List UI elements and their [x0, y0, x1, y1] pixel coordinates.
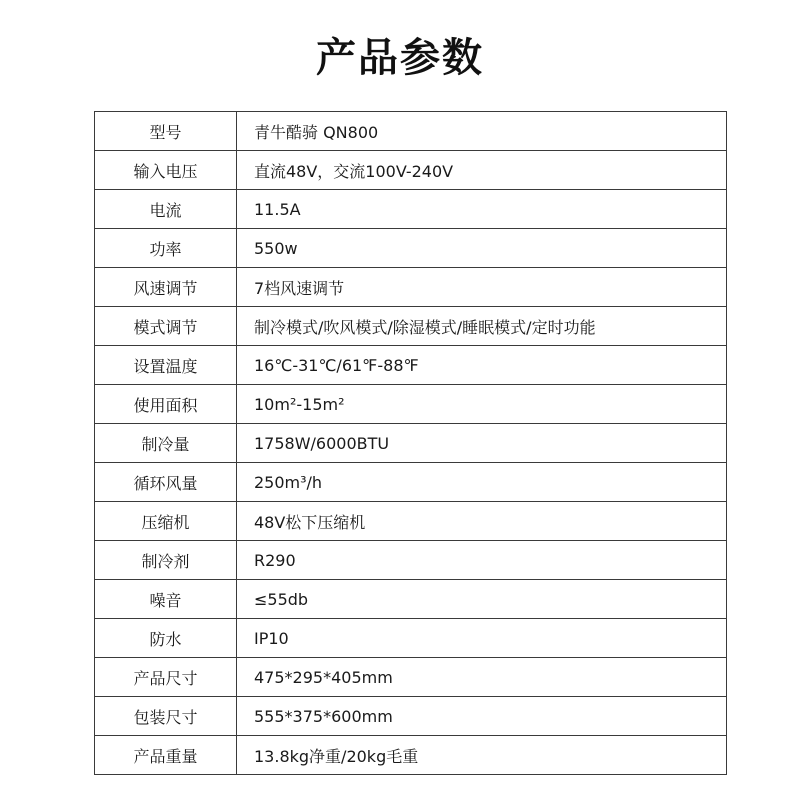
table-row: [95, 346, 727, 385]
spec-label: 设置温度: [95, 346, 237, 385]
table-row: [95, 229, 727, 268]
spec-label: 防水: [95, 619, 237, 658]
spec-value: 475*295*405mm: [237, 658, 727, 697]
spec-value: 555*375*600mm: [237, 697, 727, 736]
spec-label: 制冷量: [95, 424, 237, 463]
table-row: [95, 385, 727, 424]
spec-value: 250m³/h: [237, 463, 727, 502]
spec-label: 包装尺寸: [95, 697, 237, 736]
spec-value: R290: [237, 541, 727, 580]
spec-label: 电流: [95, 190, 237, 229]
page-title: 产品参数: [316, 35, 484, 81]
spec-label: 循环风量: [95, 463, 237, 502]
table-row: [95, 268, 727, 307]
spec-value: 13.8kg净重/20kg毛重: [237, 736, 727, 775]
table-row: [95, 151, 727, 190]
table-row: [95, 580, 727, 619]
spec-value: 48V松下压缩机: [237, 502, 727, 541]
spec-label: 制冷剂: [95, 541, 237, 580]
spec-value: 16℃-31℃/61℉-88℉: [237, 346, 727, 385]
table-row: [95, 424, 727, 463]
table-row: [95, 541, 727, 580]
spec-value: IP10: [237, 619, 727, 658]
spec-value: 11.5A: [237, 190, 727, 229]
spec-value: 10m²-15m²: [237, 385, 727, 424]
table-row: [95, 697, 727, 736]
spec-table: [94, 111, 727, 775]
spec-label: 型号: [95, 112, 237, 151]
spec-value: 1758W/6000BTU: [237, 424, 727, 463]
spec-label: 输入电压: [95, 151, 237, 190]
spec-label: 压缩机: [95, 502, 237, 541]
spec-value: ≤55db: [237, 580, 727, 619]
spec-value: 7档风速调节: [237, 268, 727, 307]
spec-label: 功率: [95, 229, 237, 268]
table-row: [95, 502, 727, 541]
table-row: [95, 307, 727, 346]
table-row: [95, 619, 727, 658]
spec-value: 550w: [237, 229, 727, 268]
spec-value: 青牛酷骑 QN800: [237, 112, 727, 151]
spec-table-body: [95, 112, 727, 775]
spec-label: 噪音: [95, 580, 237, 619]
spec-value: 制冷模式/吹风模式/除湿模式/睡眠模式/定时功能: [237, 307, 727, 346]
spec-value: 直流48V，交流100V-240V: [237, 151, 727, 190]
table-row: [95, 190, 727, 229]
spec-label: 使用面积: [95, 385, 237, 424]
spec-label: 产品重量: [95, 736, 237, 775]
table-row: [95, 658, 727, 697]
table-row: [95, 736, 727, 775]
spec-label: 风速调节: [95, 268, 237, 307]
table-row: [95, 463, 727, 502]
table-row: [95, 112, 727, 151]
spec-label: 产品尺寸: [95, 658, 237, 697]
spec-label: 模式调节: [95, 307, 237, 346]
